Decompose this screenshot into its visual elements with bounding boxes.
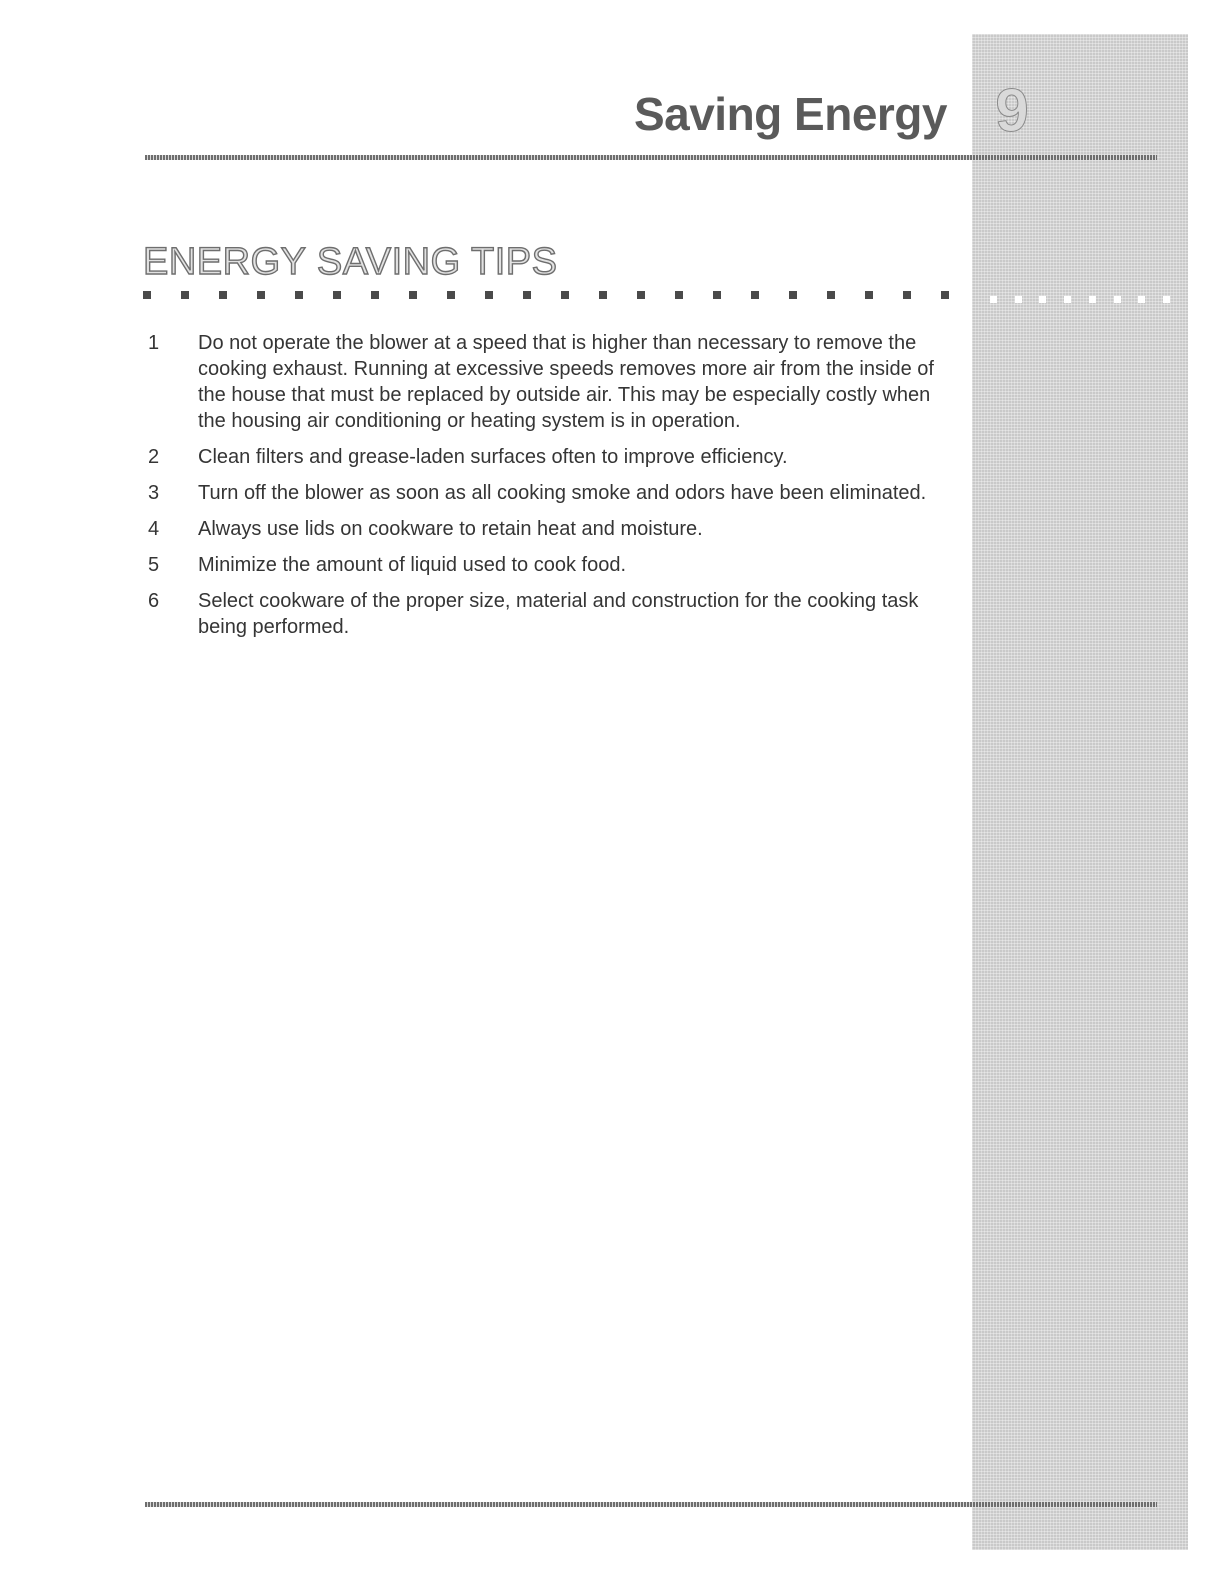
divider-square xyxy=(181,291,189,299)
band-dot xyxy=(1138,296,1145,303)
tip-text: Clean filters and grease-laden surfaces often to improve efficiency. xyxy=(198,446,788,468)
band-dot-row xyxy=(990,292,1170,306)
divider-square xyxy=(561,291,569,299)
chapter-number: 9 xyxy=(995,77,1029,144)
band-dot xyxy=(1163,296,1170,303)
tip-text: Minimize the amount of liquid used to cook food. xyxy=(198,554,627,576)
divider-square xyxy=(447,291,455,299)
list-item xyxy=(148,552,948,578)
divider-square xyxy=(143,291,151,299)
header-rule xyxy=(145,155,1157,160)
tip-text: Do not operate the blower at a speed that is higher than necessary to remove the cooking exhaust. Running at excessive speeds removes more air from the inside of the house that must be replaced by outside air. This may be especially costly when the housing air conditioning or heating system is in operation. xyxy=(198,332,934,432)
divider-square xyxy=(219,291,227,299)
tips-list xyxy=(148,330,948,650)
band-dot xyxy=(1089,296,1096,303)
tip-number: 5 xyxy=(148,554,160,576)
band-dot xyxy=(1064,296,1071,303)
tip-number: 3 xyxy=(148,482,160,504)
side-band xyxy=(972,34,1188,1550)
footer-rule xyxy=(145,1502,1157,1507)
list-item xyxy=(148,480,948,506)
divider-square xyxy=(295,291,303,299)
list-item xyxy=(148,444,948,470)
tip-number: 2 xyxy=(148,446,160,468)
divider-square xyxy=(523,291,531,299)
divider-square xyxy=(637,291,645,299)
tip-text: Turn off the blower as soon as all cooking smoke and odors have been eliminated. xyxy=(198,482,927,504)
divider-square xyxy=(941,291,949,299)
divider-square xyxy=(333,291,341,299)
divider-square xyxy=(827,291,835,299)
divider-square xyxy=(485,291,493,299)
list-item xyxy=(148,516,948,542)
list-item xyxy=(148,330,948,434)
band-dot xyxy=(1015,296,1022,303)
band-dot xyxy=(1039,296,1046,303)
divider-square xyxy=(713,291,721,299)
tip-number: 6 xyxy=(148,590,160,612)
list-item xyxy=(148,588,948,640)
band-dot xyxy=(1114,296,1121,303)
page-title: Saving Energy xyxy=(633,88,947,140)
tip-text: Always use lids on cookware to retain heat and moisture. xyxy=(198,518,703,540)
divider-square xyxy=(903,291,911,299)
divider-square xyxy=(675,291,683,299)
divider-square xyxy=(409,291,417,299)
section-heading: ENERGY SAVING TIPS xyxy=(143,241,558,283)
tip-number: 1 xyxy=(148,332,160,354)
tip-text: Select cookware of the proper size, material and construction for the cooking task being performed. xyxy=(198,590,919,638)
divider-square xyxy=(865,291,873,299)
tip-number: 4 xyxy=(148,518,160,540)
square-divider xyxy=(143,291,949,300)
divider-square xyxy=(789,291,797,299)
divider-square xyxy=(371,291,379,299)
band-dot xyxy=(990,296,997,303)
divider-square xyxy=(599,291,607,299)
divider-square xyxy=(751,291,759,299)
divider-square xyxy=(257,291,265,299)
